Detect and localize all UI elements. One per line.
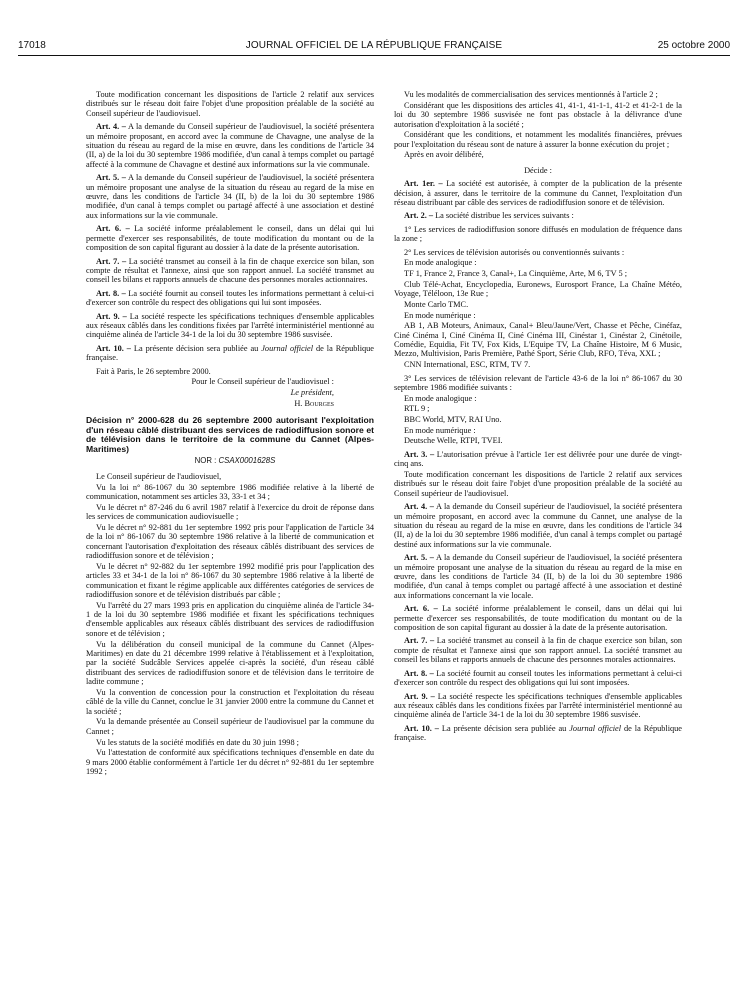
decide-heading: Décide :	[524, 165, 552, 175]
page-header	[18, 40, 730, 56]
signature-name: H. Bourges	[294, 398, 334, 408]
list-item: 2° Les services de télévision autorisés ou conventionnés suivants :	[404, 247, 625, 257]
article-text: La société est autorisée, à compter de la publication de la présente décision, à assurer, dans le territoire de la commune du Cannet, l'exploitation d'un réseau distribuant par câble des services de radiodiffusion sonore et de télévision.	[394, 179, 683, 207]
list-item: En mode analogique :	[404, 393, 477, 403]
paragraph: Vu la loi n° 86-1067 du 30 septembre 1986 modifiée relative à la liberté de communication, notamment ses articles 33, 33-1 et 34 ;	[86, 482, 374, 501]
article-label: Art. 6. –	[96, 224, 130, 234]
article-label: Art. 7. –	[96, 256, 127, 266]
article-label: Art. 4. –	[404, 502, 434, 512]
article-label: Art. 10. –	[96, 343, 131, 353]
article-text: La société distribue les services suivants :	[435, 211, 574, 221]
article-text: A la demande du Conseil supérieur de l'audiovisuel, la société présentera un mémoire proposant, en accord avec la commune de Chavagne, une analyse de la situation du réseau au regard de la mise en œuvre, dans les conditions de l'article 34 (II, a) de la loi du 30 septembre 1986 modifiée, d'un canal à temps complet ou partagé affecté à la commune de Chavagne et destiné aux informations sur la vie communale.	[86, 122, 375, 169]
list-item: AB 1, AB Moteurs, Animaux, Canal+ Bleu/Jaune/Vert, Chasse et Pêche, Cinéfaz, Ciné Cinéma I, Ciné Cinéma II, Ciné Cinéma III, Cinéstar 1, Cinéstar 2, Cinétoile, Comédie, Equidia, Fit TV, Fox Kids, L'Equipe TV, La Chaîne Histoire, M 6 Music, Mezzo, Multivision, Paris Première, Pathé Sport, Série Club, RFO, Téva, XXL ;	[394, 321, 682, 359]
article-text: La société fournit au conseil toutes les informations permettant à celui-ci d'exercer son contrôle du respect des obligations qui lui sont imposées.	[86, 288, 374, 308]
article-2	[394, 211, 682, 220]
article-label: Art. 3. –	[404, 449, 435, 459]
journal-officiel-ref: Journal officiel	[261, 343, 314, 353]
article-text: La société informe préalablement le conseil, dans un délai qui lui permette d'exercer ses responsabilités, de toute modification du montant ou de la composition de son capital figurant au dossier à la date de la présente autorisation.	[394, 604, 683, 633]
list-item: Deutsche Welle, RTPI, TVEI.	[404, 436, 503, 446]
list-item: RTL 9 ;	[404, 404, 430, 414]
paragraph: Vu le décret n° 92-882 du 1er septembre 1992 modifié pris pour l'application des articles 33 et 34-1 de la loi n° 86-1067 du 30 septembre 1986 relative à la liberté de communication et fixant le régime applicable aux différentes catégories de services de radiodiffusion sonore et de télévision distribués par câble ;	[86, 561, 374, 599]
journal-officiel-ref: Journal officiel	[569, 723, 622, 733]
paragraph: Considérant que les conditions, et notamment les modalités financières, prévues pour l'exploitation du réseau sont de nature à assurer la bonne exécution du projet ;	[394, 130, 682, 149]
article-label: Art. 8. –	[96, 288, 126, 298]
paragraph: Vu les modalités de commercialisation des services mentionnés à l'article 2 ;	[404, 90, 658, 99]
article-label: Art. 5. –	[404, 553, 434, 563]
paragraph: Vu l'arrêté du 27 mars 1993 pris en application du cinquième alinéa de l'article 34-1 de la loi du 30 septembre 1986 modifiée et fixant les spécifications techniques d'ensemble applicables aux réseaux câblés distribuant des services de radiodiffusion sonore et de télévision ;	[86, 600, 374, 638]
paragraph: Vu le décret n° 92-881 du 1er septembre 1992 pris pour l'application de l'article 34 de la loi n° 86-1067 du 30 septembre 1986 relative à la liberté de communication et concernant l'autorisation d'exploitation des réseaux câblés distribuant des services de radiodiffusion sonore et de télévision ;	[86, 522, 374, 560]
list-item: En mode numérique :	[404, 310, 476, 320]
article-label: Art. 6. –	[404, 604, 438, 614]
issue-date: 25 octobre 2000	[657, 40, 730, 51]
paragraph: Considérant que les dispositions des articles 41, 41-1, 41-1-1, 41-2 et 41-2-1 de la loi du 30 septembre 1986 susvisée ne font pas obstacle à la délivrance d'une autorisation d'exploitation à la société ;	[394, 100, 682, 129]
list-item: En mode analogique :	[404, 258, 477, 268]
left-column	[86, 90, 374, 778]
article-text: La présente décision sera publiée au	[133, 343, 259, 353]
article-text: de la République française.	[394, 723, 682, 743]
list-item: Monte Carlo TMC.	[404, 299, 469, 309]
paragraph: Vu la convention de concession pour la construction et l'exploitation du réseau câblé de la ville du Cannet, conclue le 31 janvier 2000 entre la commune du Cannet et la société ;	[86, 687, 374, 716]
article-7	[86, 257, 374, 285]
article-5	[86, 173, 374, 220]
list-item: 1° Les services de radiodiffusion sonore diffusés en modulation de fréquence dans la zone ;	[394, 224, 682, 244]
nor-label: NOR :	[194, 456, 217, 466]
article-4	[394, 502, 682, 549]
journal-title: JOURNAL OFFICIEL DE LA RÉPUBLIQUE FRANÇAISE	[245, 40, 503, 51]
paragraph: Vu l'attestation de conformité aux spécifications techniques d'ensemble en date du 9 mars 2000 établie conformément à l'article 1er du décret n° 92-881 du 1er septembre 1992 ;	[86, 748, 374, 777]
article-10	[394, 724, 682, 743]
list-item: 3° Les services de télévision relevant de l'article 43-6 de la loi n° 86-1067 du 30 septembre 1986 modifiée suivants :	[394, 373, 682, 392]
paragraph: Vu la demande présentée au Conseil supérieur de l'audiovisuel par la commune du Cannet ;	[86, 717, 374, 736]
article-5	[394, 553, 682, 600]
article-text: La société transmet au conseil à la fin de chaque exercice son bilan, son compte de résultat et l'annexe ainsi que son rapport annuel. La société transmet au conseil les bilans et rapports annuels de chacune des personnes morales actionnaires.	[394, 636, 683, 665]
article-label: Art. 10. –	[404, 723, 439, 733]
article-4	[86, 122, 374, 169]
article-text: L'autorisation prévue à l'article 1er est délivrée pour une durée de vingt-cinq ans.	[394, 449, 683, 469]
article-label: Art. 7. –	[404, 636, 435, 646]
list-item: Club Télé-Achat, Encyclopedia, Euronews, Eurosport France, La Chaîne Météo, Voyage, Téléloon, 13e Rue ;	[394, 279, 682, 299]
nor-reference	[86, 456, 374, 465]
article-9	[86, 312, 374, 340]
signature-role: Le président,	[290, 387, 334, 397]
signing-place-date: Fait à Paris, le 26 septembre 2000.	[96, 366, 211, 376]
article-label: Art. 2. –	[404, 211, 434, 221]
paragraph: Vu la délibération du conseil municipal de la commune du Cannet (Alpes-Maritimes) en date du 21 décembre 1999 relative à l'établissement et à l'exploitation, par la société Sudcâble Services appelée ci-après la société, d'un réseau câblé distribuant des services de radiodiffusion sonore et de télévision dans le territoire de ladite commune ;	[86, 639, 374, 687]
article-text: La société fournit au conseil toutes les informations permettant à celui-ci d'exercer son contrôle du respect des obligations qui lui sont imposées.	[394, 668, 682, 688]
header-rule	[18, 55, 730, 56]
page-number: 17018	[18, 40, 46, 51]
article-text: La société transmet au conseil à la fin de chaque exercice son bilan, son compte de résultat et l'annexe, ainsi que son rapport annuel. La société transmet au conseil les bilans et rapports annuels de chacune des personnes morales actionnaires.	[86, 256, 375, 285]
article-6	[394, 604, 682, 632]
paragraph: Toute modification concernant les dispositions de l'article 2 relatif aux services distribués sur le réseau doit faire l'objet d'une proposition préalable de la société au Conseil supérieur de l'audiovisuel.	[86, 90, 374, 118]
article-label: Art. 9. –	[96, 311, 127, 321]
article-9	[394, 692, 682, 720]
article-10	[86, 344, 374, 363]
article-8	[86, 289, 374, 308]
article-text: La société informe préalablement le conseil, dans un délai qui lui permette d'exercer ses responsabilités, de toute modification du montant ou de la composition de son capital figurant au dossier à la date de la présente autorisation.	[86, 224, 375, 253]
paragraph: Vu les statuts de la société modifiés en date du 30 juin 1998 ;	[96, 737, 299, 747]
right-column	[394, 90, 682, 744]
list-item: En mode numérique :	[404, 425, 476, 435]
article-text: La présente décision sera publiée au	[441, 723, 567, 733]
article-text: A la demande du Conseil supérieur de l'audiovisuel, la société présentera un mémoire proposant une analyse de la situation du réseau au regard de la mise en œuvre, dans les conditions de l'article 34 (II, b) de la loi du 30 septembre 1986 modifiée, d'un canal à temps complet ou partagé affecté à une association et destiné aux informations concernant la vie locale.	[394, 553, 683, 600]
article-label: Art. 1er. –	[404, 179, 443, 189]
paragraph: Le Conseil supérieur de l'audiovisuel,	[96, 471, 222, 481]
article-label: Art. 9. –	[404, 691, 435, 701]
article-6	[86, 224, 374, 252]
article-text: A la demande du Conseil supérieur de l'audiovisuel, la société présentera un mémoire proposant, en accord avec la commune du Cannet, une analyse de la situation du réseau au regard de la mise en œuvre, dans les conditions de l'article 34 (II, a) de la loi du 30 septembre 1986 modifiée, d'un canal à temps complet ou partagé destiné aux informations sur la vie communale.	[394, 502, 683, 549]
article-label: Art. 8. –	[404, 668, 434, 678]
article-text: La société respecte les spécifications techniques d'ensemble applicables aux réseaux câblés dans les conditions fixées par l'arrêté interministériel mentionné au cinquième alinéa de l'article 34-1 de la loi du 30 septembre 1986 susvisée.	[394, 691, 683, 720]
nor-code: CSAX0001628S	[218, 456, 276, 466]
paragraph: Vu le décret n° 87-246 du 6 avril 1987 relatif à l'exercice du droit de réponse dans les services de communication audiovisuelle ;	[86, 502, 374, 522]
article-1	[394, 179, 682, 207]
list-item: TF 1, France 2, France 3, Canal+, La Cinquième, Arte, M 6, TV 5 ;	[404, 268, 628, 278]
article-label: Art. 4. –	[96, 122, 126, 132]
article-label: Art. 5. –	[96, 173, 126, 183]
decision-title: Décision n° 2000-628 du 26 septembre 2000 autorisant l'exploitation d'un réseau câblé distribuant des services de radiodiffusion sonore et de télévision dans le territoire de la commune du Cannet (Alpes-Maritimes)	[86, 415, 374, 454]
article-7	[394, 636, 682, 664]
paragraph: Après en avoir délibéré,	[404, 150, 484, 160]
signature-for: Pour le Conseil supérieur de l'audiovisuel :	[191, 377, 334, 387]
article-text: La société respecte les spécifications techniques d'ensemble applicables aux réseaux câblés dans les conditions fixées par l'arrêté interministériel mentionné au cinquième alinéa de l'article 34-1 de la loi du 30 septembre 1986 susvisée.	[86, 311, 375, 340]
article-text: de la République française.	[86, 343, 374, 363]
list-item: BBC World, MTV, RAI Uno.	[404, 415, 502, 425]
paragraph: Toute modification concernant les dispositions de l'article 2 relatif aux services distribués sur le réseau doit faire l'objet d'une proposition préalable de la société au Conseil supérieur de l'audiovisuel.	[394, 469, 682, 498]
article-8	[394, 669, 682, 688]
article-3	[394, 450, 682, 469]
article-text: A la demande du Conseil supérieur de l'audiovisuel, la société présentera un mémoire proposant une analyse de la situation du réseau au regard de la mise en œuvre, dans les conditions de l'article 34 (II, b) de la loi du 30 septembre 1986 modifiée, d'un canal à temps complet ou partagé affecté à une association et destiné aux informations sur la vie communale.	[86, 173, 375, 220]
list-item: CNN International, ESC, RTM, TV 7.	[404, 360, 531, 370]
